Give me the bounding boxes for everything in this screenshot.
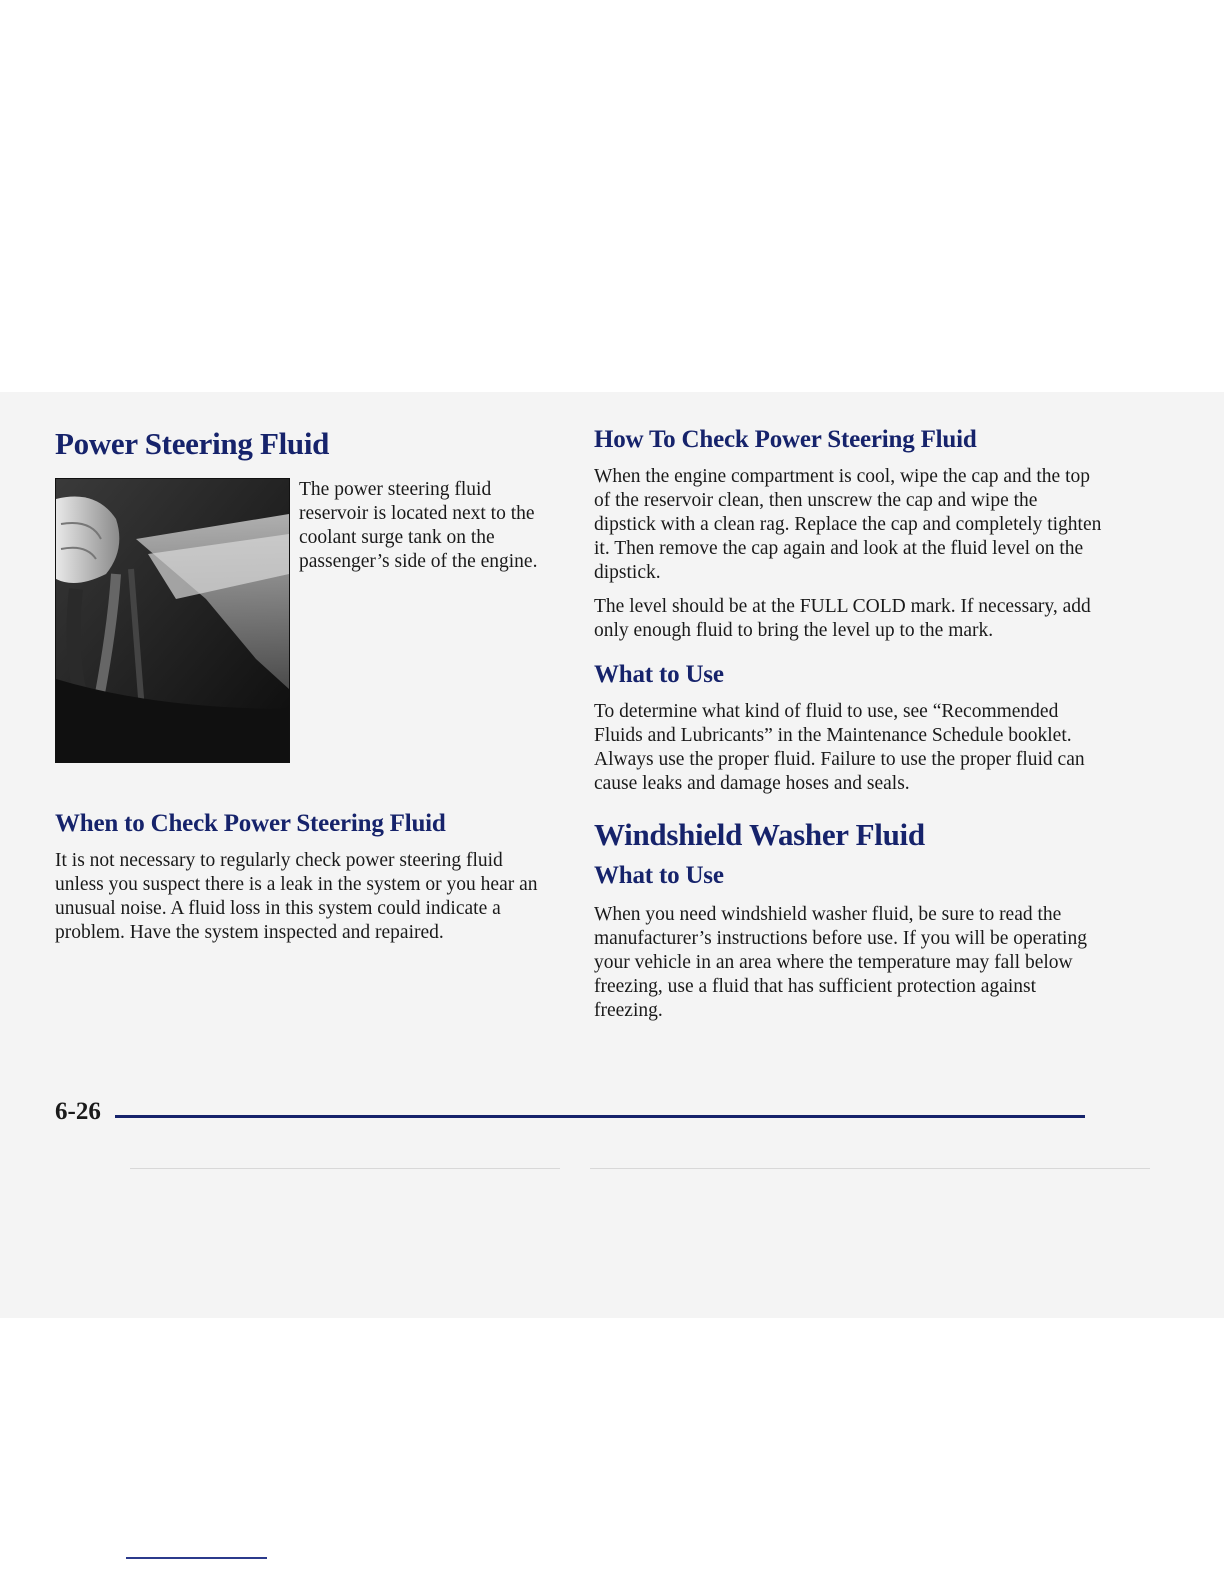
intro-text-block [299,478,545,574]
section-title-windshield-washer: Windshield Washer Fluid [594,817,925,852]
faint-divider-right [590,1168,1150,1169]
what-to-use-heading-1: What to Use [594,661,724,688]
how-to-check-paragraph-2: The level should be at the FULL COLD mark. If necessary, add only enough fluid to bring the level up to the mark. [594,596,1091,641]
intro-paragraph: The power steering fluid reservoir is located next to the coolant surge tank on the passenger’s side of the engine. [299,479,538,573]
page-number: 6-26 [55,1098,101,1125]
when-to-check-section [55,809,545,945]
how-to-check-heading: How To Check Power Steering Fluid [594,426,977,453]
faint-divider-left [130,1168,560,1169]
left-column [55,425,545,945]
page-footer [55,1098,1085,1134]
what-to-use-heading-2: What to Use [594,862,724,890]
bottom-mark [126,1557,267,1559]
how-to-check-paragraph-1: When the engine compartment is cool, wipe the cap and the top of the reservoir clean, then unscrew the cap and wipe the dipstick with a clean rag. Replace the cap and completely tighten it. Then remove the cap again and look at the fluid level on the dipstick. [594,466,1102,583]
when-to-check-paragraph: It is not necessary to regularly check power steering fluid unless you suspect there is a leak in the system or you hear an unusual noise. A fluid loss in this system could indicate a problem. Have the system inspected and repaired. [55,850,538,944]
footer-rule [115,1115,1085,1118]
right-column [594,425,1104,1023]
what-to-use-paragraph-2: When you need windshield washer fluid, be sure to read the manufacturer’s instructions before use. If you will be operating your vehicle in an area where the temperature may fall below freezing, use a fluid that has sufficient protection against freezing. [594,904,1087,1022]
when-to-check-heading: When to Check Power Steering Fluid [55,810,446,838]
section-title-power-steering: Power Steering Fluid [55,426,330,461]
what-to-use-paragraph-1: To determine what kind of fluid to use, see “Recommended Fluids and Lubricants” in the Maintenance Schedule booklet. Always use the proper fluid. Failure to use the proper fluid can cause leaks and damage hoses and seals. [594,701,1085,794]
intro-row [55,478,545,770]
reservoir-photo [55,478,290,763]
